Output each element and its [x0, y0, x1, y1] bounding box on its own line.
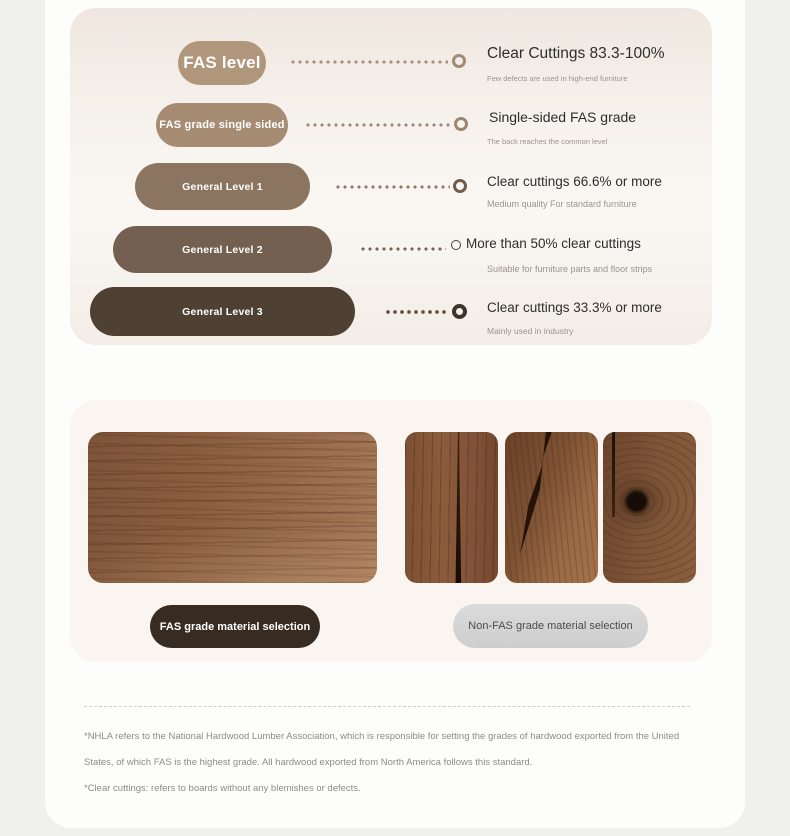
- grade-pill-label: General Level 2: [182, 243, 263, 256]
- grade-subtitle: The back reaches the common level: [487, 137, 608, 146]
- grade-subtitle: Suitable for furniture parts and floor strips: [487, 264, 653, 274]
- grade-subtitle: Mainly used in industry: [487, 326, 574, 336]
- grade-pill-general-level-3: [90, 287, 355, 336]
- grade-title: More than 50% clear cuttings: [466, 236, 641, 251]
- non-fas-grade-selection-button[interactable]: [453, 604, 648, 648]
- dashed-divider: [84, 706, 690, 707]
- ring-marker-icon: [451, 240, 461, 250]
- grade-title: Single-sided FAS grade: [489, 109, 637, 125]
- fas-grade-selection-label: FAS grade material selection: [159, 620, 311, 633]
- grade-pill-label: General Level 3: [182, 305, 263, 318]
- content-column: [45, 0, 745, 828]
- grade-pill-general-level-2: [113, 226, 332, 273]
- non-fas-wood-image-knot: [603, 432, 696, 583]
- footnote-nhla: *NHLA refers to the National Hardwood Lumber Association, which is responsible for setting the grades of hardwood exported from the United States, of which FAS is the highest grade. All hardwood exported from North America follows this standard.: [84, 731, 680, 768]
- ring-marker-icon: [453, 179, 467, 193]
- dotted-connector: [335, 185, 450, 189]
- non-fas-wood-image-split: [505, 432, 598, 583]
- ring-marker-icon: [454, 117, 468, 131]
- grade-pill-label: FAS level: [183, 53, 261, 72]
- footnote-clear-cuttings: *Clear cuttings: refers to boards without any blemishes or defects.: [84, 783, 361, 794]
- ring-marker-icon: [452, 304, 467, 319]
- grading-diagram-card: [70, 8, 712, 345]
- grade-pill-fas-single-sided: [156, 103, 288, 147]
- non-fas-grade-selection-label: Non-FAS grade material selection: [468, 620, 633, 632]
- ring-marker-icon: [452, 54, 466, 68]
- grade-subtitle: Medium quality For standard furniture: [487, 199, 637, 209]
- grade-pill-fas-level: [178, 41, 266, 85]
- grade-title: Clear cuttings 33.3% or more: [487, 300, 662, 315]
- grade-title: Clear Cuttings 83.3-100%: [487, 45, 665, 62]
- non-fas-wood-image-crack: [405, 432, 498, 583]
- wood-split-defect: [513, 432, 558, 556]
- dotted-connector: [290, 60, 448, 64]
- dotted-connector: [360, 247, 446, 251]
- fas-grade-wood-image: [88, 432, 377, 583]
- fas-grade-selection-button[interactable]: [150, 605, 320, 648]
- grade-pill-label: General Level 1: [182, 180, 263, 193]
- dotted-connector: [305, 123, 450, 127]
- dotted-connector: [385, 310, 448, 314]
- grade-pill-general-level-1: [135, 163, 310, 210]
- grade-title: Clear cuttings 66.6% or more: [487, 174, 662, 189]
- material-comparison-card: [70, 400, 712, 662]
- wood-crack-defect: [453, 432, 463, 583]
- wood-edge-crack-defect: [612, 432, 615, 517]
- grade-subtitle: Few defects are used in high-end furniture: [487, 74, 628, 83]
- grade-pill-label: FAS grade single sided: [159, 119, 285, 131]
